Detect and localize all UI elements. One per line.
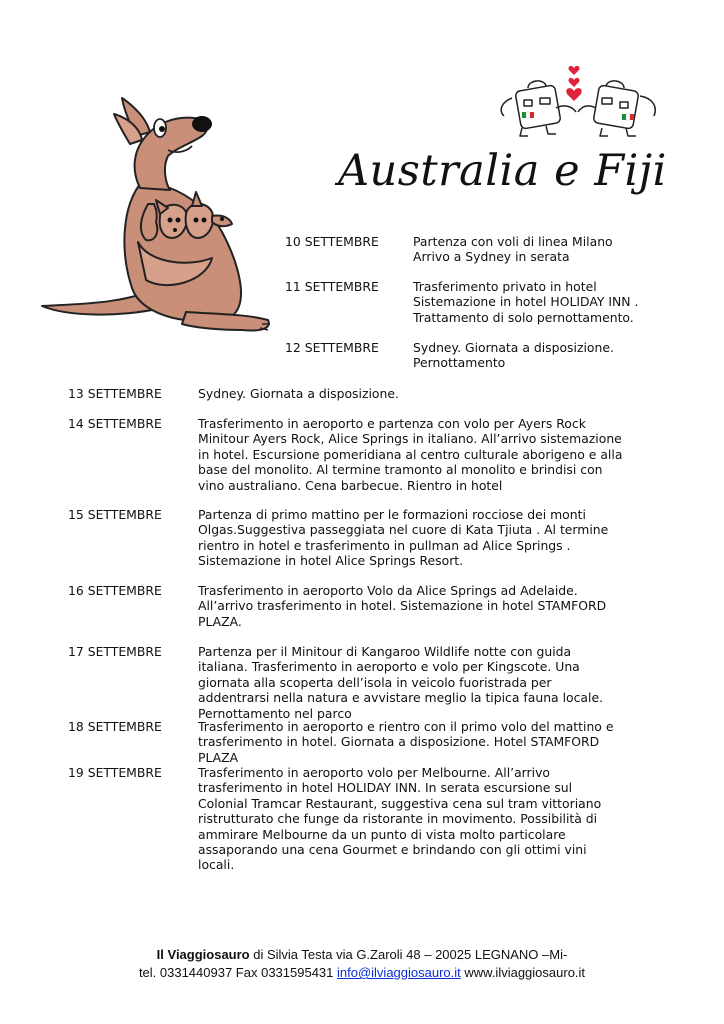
entry-date: 16 SETTEMBRE: [68, 583, 162, 598]
footer-email-link[interactable]: info@ilviaggiosauro.it: [337, 965, 461, 980]
entry-date: 14 SETTEMBRE: [68, 416, 162, 431]
entry-description: Trasferimento in aeroporto e rientro con il primo volo del mattino e trasferimento in hotel. Giornata a disposizione. Hotel STAMFORD PLAZA: [198, 719, 614, 765]
entry-date: 15 SETTEMBRE: [68, 507, 162, 522]
kangaroo-illustration: [36, 92, 276, 338]
entry-description: Partenza per il Minitour di Kangaroo Wildlife notte con guida italiana. Trasferimento in aeroporto e volo per Kingscote. Una giornata alla scoperta dell’isola in veicolo fuoristrada per addentrarsi nella natura e avvistare meglio la tipica fauna locale. Pernottamento nel parco: [198, 644, 604, 721]
entry-description: Partenza con voli di linea Milano Arrivo a Sydney in serata: [413, 234, 613, 265]
entry-date: 19 SETTEMBRE: [68, 765, 162, 780]
entry-date: 17 SETTEMBRE: [68, 644, 162, 659]
footer-contact-line: [0, 964, 724, 982]
page-title: Australia e Fiji: [338, 146, 667, 196]
entry-date: 13 SETTEMBRE: [68, 386, 162, 401]
footer: [0, 946, 724, 982]
entry-description: Sydney. Giornata a disposizione. Pernottamento: [413, 340, 614, 371]
entry-date: 18 SETTEMBRE: [68, 719, 162, 734]
suitcases-couple-illustration: [494, 58, 666, 140]
entry-description: Sydney. Giornata a disposizione.: [198, 386, 399, 401]
footer-address-line: [0, 946, 724, 964]
heart-icon: [569, 78, 580, 87]
entry-date: 10 SETTEMBRE: [285, 234, 379, 249]
entry-description: Trasferimento in aeroporto e partenza con volo per Ayers Rock Minitour Ayers Rock, Alice Springs in italiano. All’arrivo sistemazione in hotel. Escursione pomeridiana al centro culturale aborigeno e alla base del monolito. Al termine tramonto al monolito e brindisi con vino australiano. Cena barbecue. Rientro in hotel: [198, 416, 623, 493]
entry-description: Partenza di primo mattino per le formazioni rocciose dei monti Olgas.Suggestiva passeggiata nel cuore di Kata Tjiuta . Al termine rientro in hotel e trasferimento in pullman ad Alice Springs . Sistemazione in hotel Alice Springs Resort.: [198, 507, 609, 569]
footer-phones: tel. 0331440937 Fax 0331595431: [138, 965, 337, 980]
entry-description: Trasferimento in aeroporto volo per Melbourne. All’arrivo trasferimento in hotel HOLIDAY INN. In serata escursione sul Colonial Tramcar Restaurant, suggestiva cena sul tram vittoriano ristrutturato che funge da ristorante in movimento. Possibilità di ammirare Melbourne da un punto di vista molto particolare assaporando una cena Gourmet e brindando con gli ottimi vini locali.: [198, 765, 602, 873]
footer-address: di Silvia Testa via G.Zaroli 48 – 20025 LEGNANO –Mi-: [249, 947, 568, 962]
heart-icon: [569, 66, 580, 75]
entry-date: 11 SETTEMBRE: [285, 279, 379, 294]
entry-description: Trasferimento in aeroporto Volo da Alice Springs ad Adelaide. All’arrivo trasferimento in hotel. Sistemazione in hotel STAMFORD PLAZA.: [198, 583, 607, 629]
entry-date: 12 SETTEMBRE: [285, 340, 379, 355]
entry-description: Trasferimento privato in hotel Sistemazione in hotel HOLIDAY INN . Trattamento di solo pernottamento.: [413, 279, 639, 325]
heart-icon: [566, 88, 581, 101]
footer-website: www.ilviaggiosauro.it: [460, 965, 586, 980]
footer-brand: Il Viaggiosauro: [156, 947, 250, 962]
